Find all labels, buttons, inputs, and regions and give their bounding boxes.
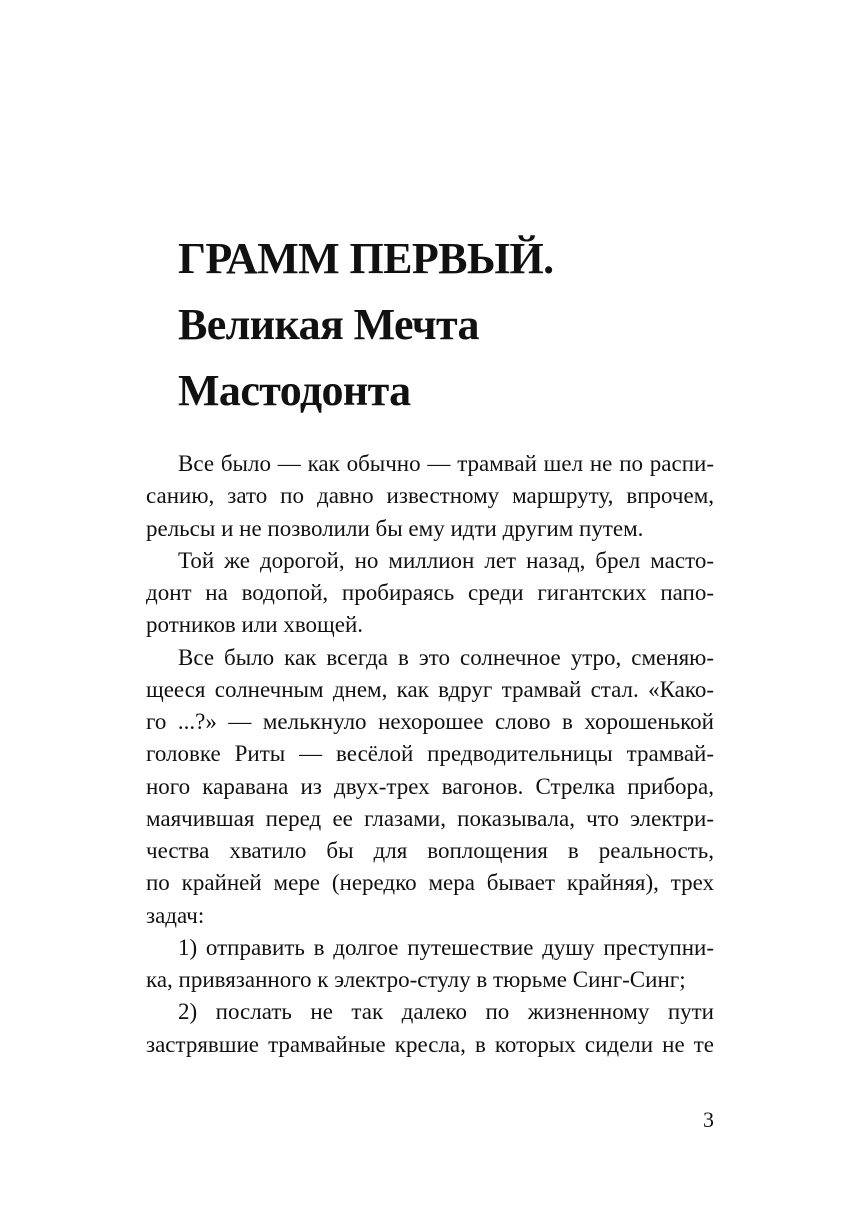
text-line: задач: [146,902,205,928]
text-line: застрявшие трамвайные кресла, в которых сидели не те [146,1031,714,1057]
text-line: санию, зато по давно известному маршруту, впрочем, [146,483,714,509]
text-line: маячившая перед ее глазами, показывала, что электри- [146,805,714,831]
text-line: чества хватило бы для воплощения в реальность, [146,838,714,863]
text-line: головке Риты — весёлой предводительницы трамвай- [146,741,714,767]
text-line: щееся солнечным днем, как вдруг трамвай стал. «Како- [146,676,714,702]
page-number: 3 [703,1107,714,1132]
chapter-heading-line: Мастодонта [178,366,411,415]
text-line: Все было как всегда в это солнечное утро, сменяю- [178,644,714,670]
text-line: ротников или хвощей. [146,612,364,638]
body-text [146,448,714,1061]
chapter-heading [178,226,738,424]
text-line: донт на водопой, пробираясь среди гигантских папо- [146,580,714,605]
text-line: го ...?» — мелькнуло нехорошее слово в хорошенькой [146,709,714,734]
text-line: Той же дорогой, но миллион лет назад, брел масто- [178,547,714,573]
chapter-heading-line: Великая Мечта [178,300,479,349]
text-line: ка, привязанного к электро-стулу в тюрьме Синг-Синг; [146,967,686,992]
text-line: 2) послать не так далеко по жизненному пути [178,999,714,1025]
text-line: Все было — как обычно — трамвай шел не по распи- [178,451,714,476]
text-line: по крайней мере (нередко мера бывает крайняя), трех [146,870,714,896]
text-line: ного каравана из двух-трех вагонов. Стрелка прибора, [146,773,714,799]
text-line: 1) отправить в долгое путешествие душу преступни- [178,934,714,960]
chapter-heading-line: ГРАММ ПЕРВЫЙ. [178,234,554,283]
text-line: рельсы и не позволили бы ему идти другим путем. [146,515,644,541]
